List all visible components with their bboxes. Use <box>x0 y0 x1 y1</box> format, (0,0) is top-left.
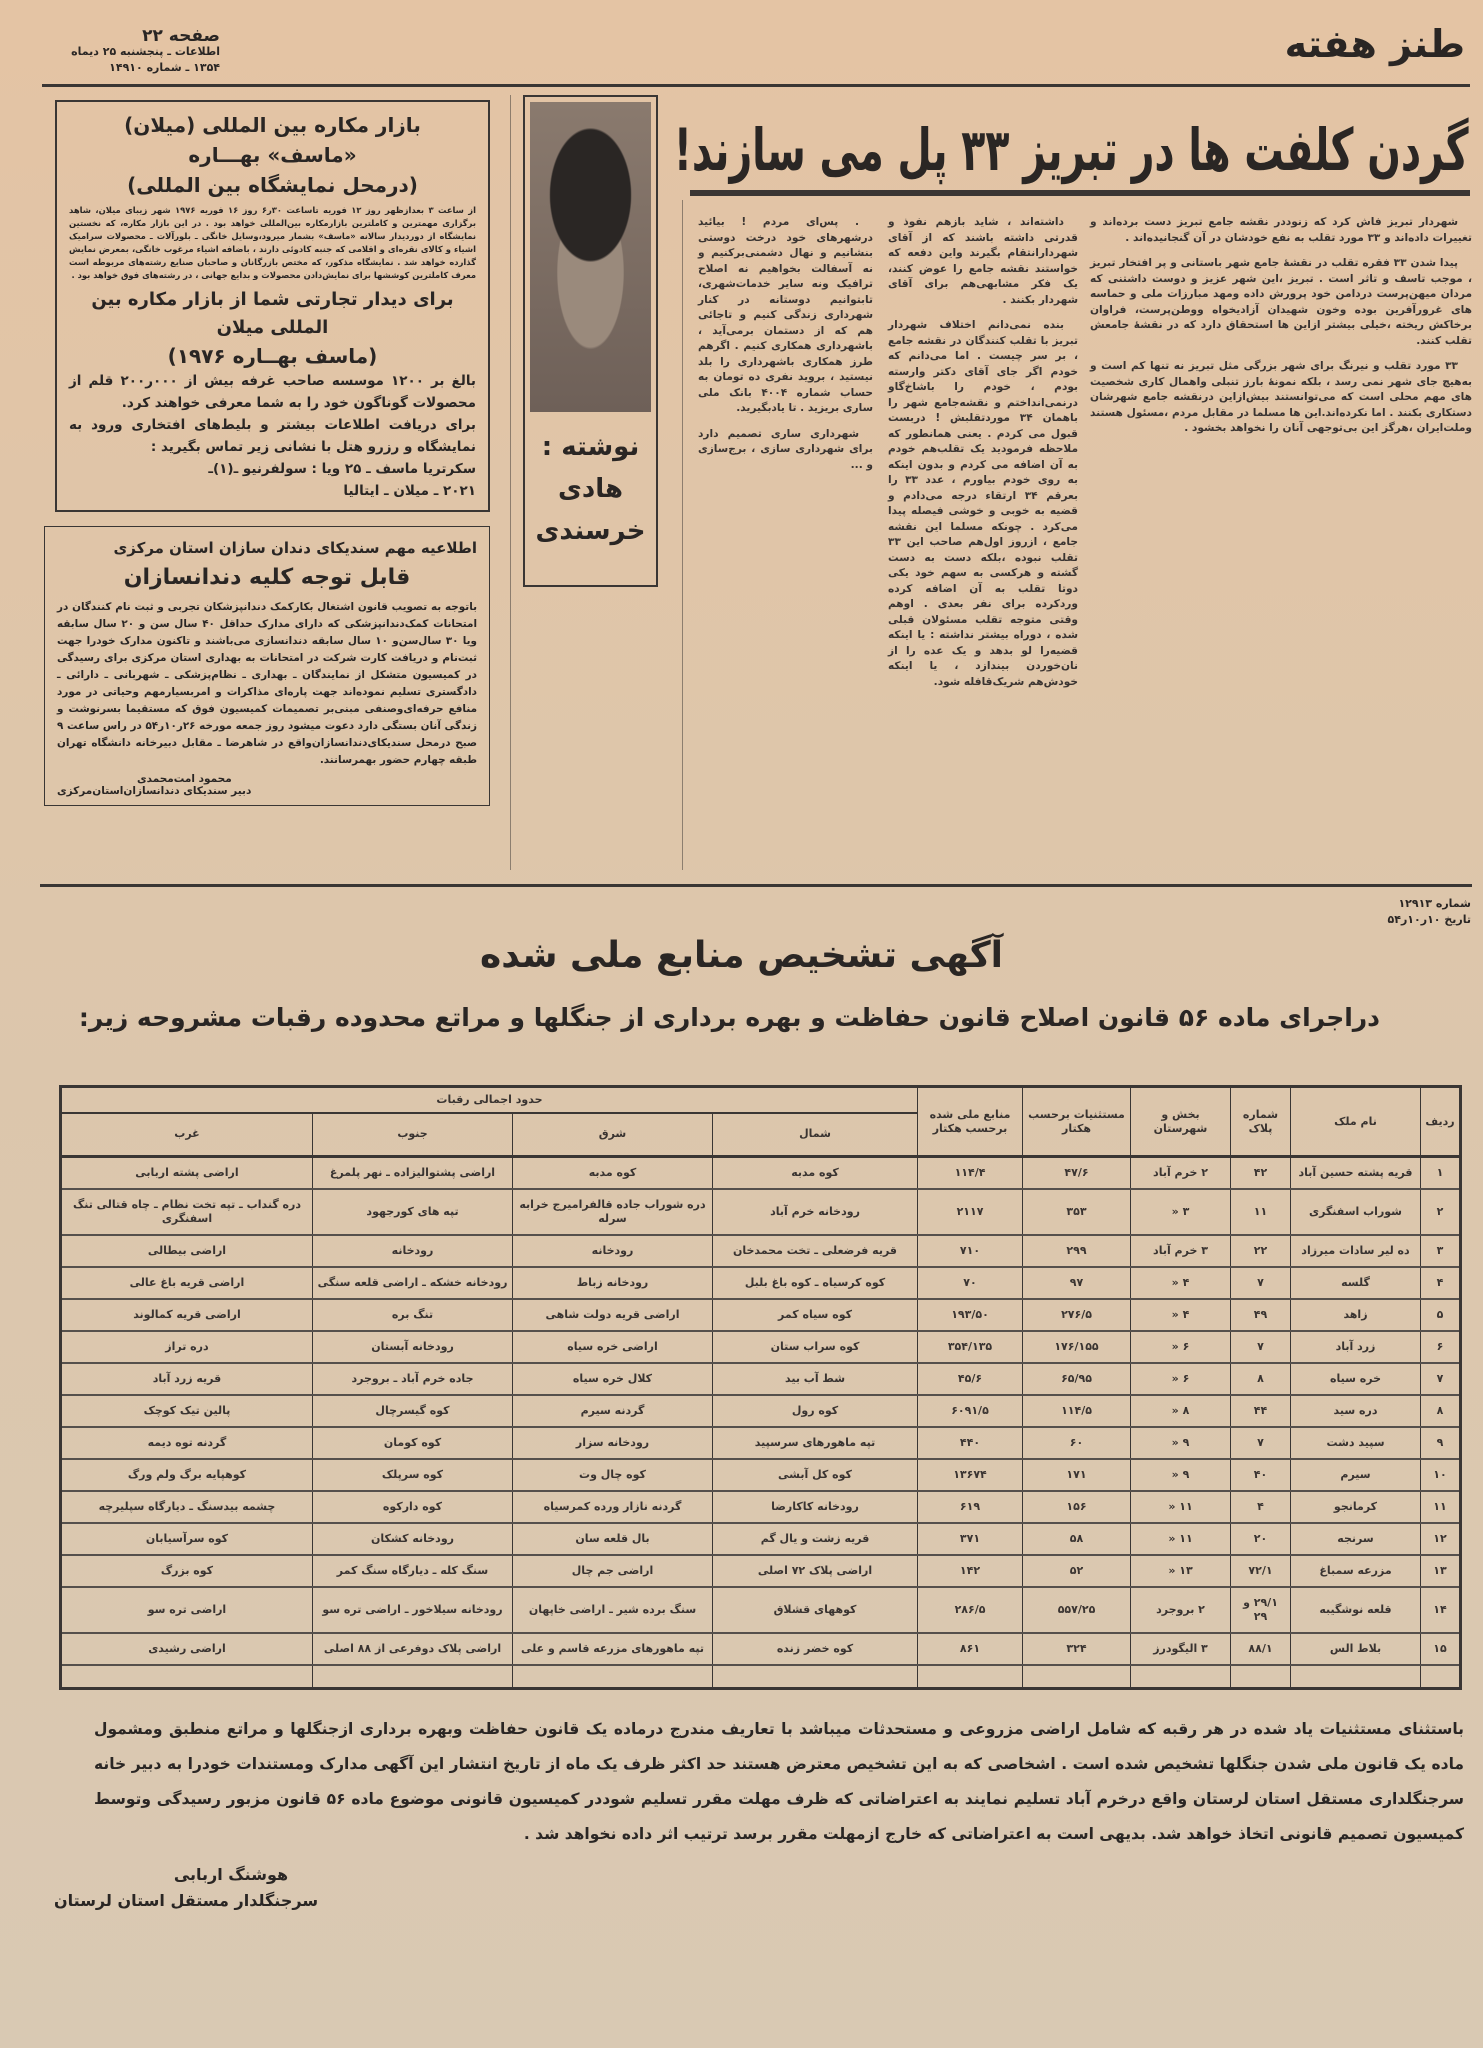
row-number: ۴ <box>1421 1267 1461 1299</box>
east-bound: رودخانه سزار <box>513 1427 713 1459</box>
paragraph: ۳۳ مورد تقلب و نیرنگ برای شهر بزرگی مثل تبریز نه تنها کم است و به‌هیچ جای شهر نمی رسد ، بلکه نمونهٔ بارز تنبلی واهمال کاری شخصیت های مهم محلی است که می‌توانستند بیش‌ازاین درنقشه جامع شهرشان دستکاری بکنند . اما نکرده‌اند.این ها مسلما در مقابل مردم ،مسئول هستند وملت‌ایران ،هرگز این بی‌توجهی آنان را نخواهد بخشود . <box>1090 360 1472 434</box>
exceptions-ha: ۱۵۶ <box>1023 1491 1131 1523</box>
table-row <box>60 1299 1460 1331</box>
east-bound: گردنه نازار ورده کمرسیاه <box>513 1491 713 1523</box>
west-bound: چشمه بیدسنگ ـ دیارگاه سپلیرچه <box>60 1491 312 1523</box>
property-name: شوراب اسفنگری <box>1291 1189 1421 1235</box>
south-bound: سنگ کله ـ دیارگاه سنگ کمر <box>313 1555 513 1587</box>
south-bound: جاده خرم آباد ـ بروجرد <box>313 1363 513 1395</box>
notice-title: قابل توجه کلیه دندانسازان <box>123 565 411 590</box>
national-ha: ۴۴۰ <box>918 1427 1023 1459</box>
north-bound: قریه زشت و یال گم <box>713 1523 918 1555</box>
ad-body: از ساعت ۳ بعدازظهر روز ۱۲ فوریه تاساعت ۳۰ر۶ روز ۱۶ فوریه ۱۹۷۶ شهر زیبای میلان، شاهد برگزاری مهمترین و کاملترین بازارمکاره بین‌المللی خواهد بود . در این بازار مکاره، که نخستین نمایشگاه از دوردیدار سالانه «ماسف» بشمار میرود،وسایل خانگی ـ بلورآلات ـ محصولات سرامیک اشیاء و کالای نقره‌ای و اقلامی که جنبه کادوئی دارند ، باضافه اشیاء مرغوب خانگی، بمعرض نمایش گذارده خواهد شد . نمایشگاه مذکور، که مختص بازرگانان و صاحبان صنایع رشته‌های مربوطه است معرف کاملترین کوششها برای نمایش‌دادن محصولات و بدایع جهانی ، در رشته‌های فوق خواهد بود . <box>69 205 476 280</box>
plot-number: ۴ <box>1231 1491 1291 1523</box>
national-ha: ۸۶۱ <box>918 1633 1023 1665</box>
plot-number: ۸ <box>1231 1363 1291 1395</box>
national-ha: ۱۴۲ <box>918 1555 1023 1587</box>
empty-cell <box>1421 1665 1461 1689</box>
paragraph: . پس‌ای مردم ! بیائید درشهرهای خود درخت دوستی بنشانیم و نهال دشمنی‌برکنیم و نه آسفالت بخواهیم نه اصلاح ترافیک ونه سایر خدمات‌شهری، تابتوانیم دوستانه در کنار شهرداری زندگی کنیم و تاجائی هم که از دستمان برمی‌آید ، باشهرداری همکاری کنیم . اگرهم طرز همکاری باشهرداری را بلد نیستید ، بروید نفری ده تومان به حساب شماره ۴۰۰۴ بانک ملی ساری بریزید . تا یادبگیرید. <box>698 216 873 414</box>
row-number: ۱۴ <box>1421 1587 1461 1633</box>
section-rule <box>40 884 1472 887</box>
dental-syndicate-notice <box>44 526 490 806</box>
exceptions-ha: ۲۷۶/۵ <box>1023 1299 1131 1331</box>
headline-rule <box>690 190 1470 196</box>
east-bound: اراضی قریه دولت شاهی <box>513 1299 713 1331</box>
south-bound: رودخانه سیلاخور ـ اراضی تره سو <box>313 1587 513 1633</box>
page-info <box>40 28 220 76</box>
property-name: ده لیر سادات میرزاد <box>1291 1235 1421 1267</box>
plot-number: ۲۲ <box>1231 1235 1291 1267</box>
south-bound: کوه کومان <box>313 1427 513 1459</box>
west-bound: اراضی قریه کمالوند <box>60 1299 312 1331</box>
table-body <box>60 1157 1460 1689</box>
row-number: ۲ <box>1421 1189 1461 1235</box>
exceptions-ha: ۵۸ <box>1023 1523 1131 1555</box>
national-ha: ۳۵۴/۱۳۵ <box>918 1331 1023 1363</box>
article-column-1 <box>1090 215 1472 447</box>
north-bound: رودخانه خرم آباد <box>713 1189 918 1235</box>
district: ۶ « <box>1131 1363 1231 1395</box>
plot-number: ۷ <box>1231 1267 1291 1299</box>
article-column-2 <box>888 215 1078 700</box>
headline-area <box>674 112 1469 188</box>
east-bound: سنگ برده شیر ـ اراضی خاپهان <box>513 1587 713 1633</box>
row-number: ۳ <box>1421 1235 1461 1267</box>
district: ۱۳ « <box>1131 1555 1231 1587</box>
table-row <box>60 1235 1460 1267</box>
south-bound: کوه دارکوه <box>313 1491 513 1523</box>
properties-table <box>59 1085 1462 1690</box>
north-bound: کوه کرسیاه ـ کوه باغ بلبل <box>713 1267 918 1299</box>
east-bound: اراضی خره سیاه <box>513 1331 713 1363</box>
ad-body: برای دریافت اطلاعات بیشتر و بلیط‌های افتخاری ورود به نمایشگاه و رزرو هتل با نشانی زیر تماس بگیرید : <box>69 417 476 455</box>
west-bound: کوه سرآسیابان <box>60 1523 312 1555</box>
empty-cell <box>1291 1665 1421 1689</box>
row-number: ۶ <box>1421 1331 1461 1363</box>
milan-fair-ad <box>55 100 490 512</box>
byline <box>530 426 651 552</box>
column-divider <box>510 95 511 870</box>
issue-line: ۱۳۵۴ ـ شماره ۱۴۹۱۰ <box>109 61 220 74</box>
plot-number: ۸۸/۱ <box>1231 1633 1291 1665</box>
header-row-number: ردیف <box>1421 1087 1461 1157</box>
property-name: زاهد <box>1291 1299 1421 1331</box>
table-row <box>60 1331 1460 1363</box>
header-district: بخش و شهرستان <box>1131 1087 1231 1157</box>
paragraph: پیدا شدن ۳۳ فقره تقلب در نقشهٔ جامع شهر باستانی و پر افتخار تبریز ، موجب تاسف و تاثر است . تبریز ،این شهر عزیز و دوست داشتنی که مردان میهن‌پرست دردامن خود پرورش داده ومهد مبارزات ملی و حماسه های غرور‌آفرین بوده وخون شهیدان آزادیخواه ووطن‌پرست، فراوان برخاکش ریخته ،خیلی بیشتر ازاین ها استحقاق دارد که در نقشهٔ جامعش تقلب کنند. <box>1090 257 1472 347</box>
north-bound: کوه سراب ستان <box>713 1331 918 1363</box>
national-ha: ۱۳۶۷۴ <box>918 1459 1023 1491</box>
east-bound: دره شوراب جاده قالفرامیرج خرابه سرله <box>513 1189 713 1235</box>
table-row <box>60 1363 1460 1395</box>
row-number: ۹ <box>1421 1427 1461 1459</box>
author-name: هادی خرسندی <box>535 474 646 546</box>
byline-label: نوشته : <box>541 432 640 462</box>
north-bound: تپه ماهورهای سرسپید <box>713 1427 918 1459</box>
ad-title: «ماسف» بهـــاره <box>188 143 357 167</box>
district: ۳ « <box>1131 1189 1231 1235</box>
page-number: صفحه ۲۲ <box>142 26 220 46</box>
district: ۲ بروجرد <box>1131 1587 1231 1633</box>
property-name: بلاط الس <box>1291 1633 1421 1665</box>
plot-number: ۷۲/۱ <box>1231 1555 1291 1587</box>
south-bound: تپه های کورجهود <box>313 1189 513 1235</box>
south-bound: رودخانه <box>313 1235 513 1267</box>
property-name: سیرم <box>1291 1459 1421 1491</box>
west-bound: دره گنداب ـ تپه تخت نظام ـ چاه قتالی تنگ اسفنگری <box>60 1189 312 1235</box>
national-ha: ۶۰۹۱/۵ <box>918 1395 1023 1427</box>
south-bound: تنگ بره <box>313 1299 513 1331</box>
table-row <box>60 1427 1460 1459</box>
district: ۳ خرم آباد <box>1131 1235 1231 1267</box>
east-bound: رودخانه <box>513 1235 713 1267</box>
top-rule <box>42 84 1470 87</box>
table-row <box>60 1267 1460 1299</box>
plot-number: ۲۰ <box>1231 1523 1291 1555</box>
header-exceptions: مستثنیات برحسب هکتار <box>1023 1087 1131 1157</box>
national-ha: ۷۱۰ <box>918 1235 1023 1267</box>
empty-cell <box>513 1665 713 1689</box>
section-title: طنز هفته <box>1284 22 1465 66</box>
north-bound: کوه خضر زنده <box>713 1633 918 1665</box>
north-bound: قریه فرضعلی ـ تخت محمدخان <box>713 1235 918 1267</box>
exceptions-ha: ۴۷/۶ <box>1023 1157 1131 1189</box>
district: ۱۱ « <box>1131 1523 1231 1555</box>
ad-address: ۲۰۲۱ ـ میلان ـ ایتالیا <box>343 483 476 499</box>
west-bound: کوهپایه برگ ولم ورگ <box>60 1459 312 1491</box>
national-ha: ۱۹۳/۵۰ <box>918 1299 1023 1331</box>
north-bound: کوههای قشلاق <box>713 1587 918 1633</box>
north-bound: کوه سیاه کمر <box>713 1299 918 1331</box>
district: ۸ « <box>1131 1395 1231 1427</box>
national-ha: ۳۷۱ <box>918 1523 1023 1555</box>
empty-cell <box>1231 1665 1291 1689</box>
header-national: منابع ملی شده برحسب هکتار <box>918 1087 1023 1157</box>
table-row <box>60 1395 1460 1427</box>
district: ۴ « <box>1131 1267 1231 1299</box>
plot-number: ۴۲ <box>1231 1157 1291 1189</box>
row-number: ۷ <box>1421 1363 1461 1395</box>
header-west: غرب <box>60 1113 312 1157</box>
column-divider <box>682 200 683 870</box>
exceptions-ha: ۶۰ <box>1023 1427 1131 1459</box>
east-bound: رودخانه زباط <box>513 1267 713 1299</box>
north-bound: شط آب بید <box>713 1363 918 1395</box>
empty-cell <box>313 1665 513 1689</box>
property-name: خره سیاه <box>1291 1363 1421 1395</box>
east-bound: تپه ماهورهای مزرعه قاسم و علی <box>513 1633 713 1665</box>
exceptions-ha: ۵۵۷/۲۵ <box>1023 1587 1131 1633</box>
west-bound: اراضی تره سو <box>60 1587 312 1633</box>
south-bound: اراضی پلاک دوفرعی از ۸۸ اصلی <box>313 1633 513 1665</box>
table-row <box>60 1555 1460 1587</box>
notice-title: اطلاعیه مهم سندیکای دندان سازان استان مرکزی <box>113 539 477 557</box>
north-bound: رودخانه کاکارضا <box>713 1491 918 1523</box>
header-south: جنوب <box>313 1113 513 1157</box>
notice-body: باستثنای مستثنیات یاد شده در هر رقبه که شامل اراضی مزروعی و مستحدثات میباشد با تعاریف مندرج درماده یک قانون حفاظت وبهره برداری ازجنگلها و مراتع منطبق ومشمول ماده یک قانون ملی شدن جنگلها تشخیص شده است . اشخاصی که به این تشخیص معترض هستند حد اکثر ظرف یک ماه از تاریخ انتشار این آگهی مدارک ومستندات خودرا به دبیر خانه سرجنگلداری مستقل استان لرستان واقع درخرم آباد تسلیم نمایند به اعتراضاتی که ظرف مهلت مقرر تسلیم شوددر کمیسیون قانونی موضوع ماده ۵۶ قانون مزبور رسیدگی وتوسط کمیسیون تصمیم قانونی اتخاذ خواهد شد. بدیهی است به اعتراضاتی که خارج ازمهلت مقرر برسد ترتیب اثر داده نخواهد شد . <box>94 1720 1464 1843</box>
signer-name: محمود امت‌محمدی <box>137 773 232 785</box>
ad-body: بالغ بر ۱۲۰۰ موسسه صاحب غرفه بیش از ۰۰۰ر۲۰۰ قلم از محصولات گوناگون خود را به شما معرفی خواهند کرد. <box>69 373 476 411</box>
property-name: قریه پشته حسین آباد <box>1291 1157 1421 1189</box>
header-name: نام ملک <box>1291 1087 1421 1157</box>
empty-cell <box>60 1665 312 1689</box>
national-ha: ۲۱۱۷ <box>918 1189 1023 1235</box>
exceptions-ha: ۵۲ <box>1023 1555 1131 1587</box>
national-ha: ۴۵/۶ <box>918 1363 1023 1395</box>
notice-subtitle: دراجرای ماده ۵۶ قانون اصلاح قانون حفاظت و بهره برداری از جنگلها و مراتع محدوده رقبات مشروحه زیر: <box>78 1003 1380 1032</box>
district: ۲ خرم آباد <box>1131 1157 1231 1189</box>
west-bound: اراضی پشته اربابی <box>60 1157 312 1189</box>
row-number: ۱ <box>1421 1157 1461 1189</box>
north-bound: اراضی پلاک ۷۲ اصلی <box>713 1555 918 1587</box>
plot-number: ۴۰ <box>1231 1459 1291 1491</box>
national-ha: ۷۰ <box>918 1267 1023 1299</box>
district: ۹ « <box>1131 1459 1231 1491</box>
west-bound: گردنه توه دیمه <box>60 1427 312 1459</box>
property-name: گلسه <box>1291 1267 1421 1299</box>
east-bound: بال قلعه سان <box>513 1523 713 1555</box>
header-north: شمال <box>713 1113 918 1157</box>
district: ۳ الیگودرز <box>1131 1633 1231 1665</box>
property-name: سرنجه <box>1291 1523 1421 1555</box>
header-plot: شماره پلاک <box>1231 1087 1291 1157</box>
signer-name: هوشنگ اربابی <box>173 1865 289 1884</box>
paragraph: شهرداری ساری تصمیم دارد برای شهرداری سازی ، برج‌سازی و ... <box>698 427 873 471</box>
header-bounds: حدود اجمالی رقبات <box>60 1087 917 1113</box>
date-line: اطلاعات ـ پنجشنبه ۲۵ دیماه <box>71 45 220 58</box>
south-bound: کوه سرپلک <box>313 1459 513 1491</box>
notice-body: باتوجه به تصویب قانون اشتغال بکارکمک دندانپزشکان تجربی و ثبت نام کنندگان در امتحانات کمک‌دندانپزشکی که دارای مدارک حداقل ۴۰ سال سن و ۲۰ سال سابقه ویا ۳۰ سال‌سن‌و ۱۰ سال سابقه دندانسازی می‌باشند و تاکنون مدارک خودرا جهت ثبت‌نام و دریافت کارت شرکت در امتحانات به بهداری استان مرکزی برای رسیدگی در کمیسیون متشکل از نمایندگان ـ بهداری ـ نظام‌پزشکی ـ شهربانی ـ دارائی ـ دادگستری تسلیم نموده‌اند جهت پاره‌ای مذاکرات و امربسیارمهم وحیاتی در مورد منافع حرفه‌ای‌وصنفی مبنی‌بر تصمیمات کمیسیون فوق که مستقیما بسرنوشت و زندگی آنان بستگی دارد دعوت میشود روز جمعه مورخه ۲۶ر۱۰ر۵۴ در راس ساعت ۹ صبح درمحل سندیکای‌دندانسازان‌واقع در شاهرضا ـ مقابل دبیرخانه دانشگاه تهران طبقه چهارم حضور بهمرسانند. <box>57 601 478 766</box>
national-ha: ۲۸۶/۵ <box>918 1587 1023 1633</box>
table-row <box>60 1587 1460 1633</box>
plot-number: ۴۴ <box>1231 1395 1291 1427</box>
south-bound: کوه گیسرچال <box>313 1395 513 1427</box>
article-column-3 <box>698 215 873 483</box>
signer-title: دبیر سندیکای دندانسازان‌استان‌مرکزی <box>57 785 252 797</box>
north-bound: کوه مدبه <box>713 1157 918 1189</box>
south-bound: رودخانه خشکه ـ اراضی قلعه سنگی <box>313 1267 513 1299</box>
author-photo-box <box>523 95 658 587</box>
row-number: ۱۳ <box>1421 1555 1461 1587</box>
paragraph: بنده نمی‌دانم اختلاف شهردار تبریز با تقلب کنندگان در نقشه جامع ، بر سر چیست . اما می‌دانم که خودم اگر جای آقای دکتر وارسته بودم ، خودم را باشاخ‌گاو درنمی‌انداختم و نقشه‌جامع شهر را باهمان ۳۴ موردتقلبش ! دربست قبول می کردم . یعنی همانطور که ملاحظه فرمودید یک تقلب‌هم خودم به آن اضافه می کردم و بدون اینکه به روی خودم بیاورم ، عدد ۳۳ را بعرقم ۳۴ ارتقاء درجه می‌دادم و قضیه به خوبی و خوشی فیصله پیدا می‌کرد . چونکه مسلما این نقشه جامع ، ازروز اول‌هم صاحب این ۳۳ تقلب نبوده ،بلکه دست به دست گشته و هرکسی به سهم خود یکی دوتا تقلب به آن اضافه کرده وردکرده برای نفر بعدی . اوهم وقتی متوجه تقلب مسئولان قبلی شده ، دوراه بیشتر نداشته : یا اینکه قضیه‌را لو بدهد و یک عده را از نان‌خوردن بیندازد ، یا اینکه خودش‌هم شریک‌قافله شود. <box>888 319 1078 688</box>
row-number: ۱۵ <box>1421 1633 1461 1665</box>
property-name: زرد آباد <box>1291 1331 1421 1363</box>
table-row <box>60 1157 1460 1189</box>
plot-number: ۴۹ <box>1231 1299 1291 1331</box>
table-row <box>60 1459 1460 1491</box>
district: ۶ « <box>1131 1331 1231 1363</box>
ad-address: سکرتریا ماسف ـ ۲۵ ویا : سولفرنیو ـ(۱)ـ <box>208 461 476 477</box>
row-number: ۸ <box>1421 1395 1461 1427</box>
plot-number: ۷ <box>1231 1331 1291 1363</box>
south-bound: رودخانه آبستان <box>313 1331 513 1363</box>
exceptions-ha: ۱۷۶/۱۵۵ <box>1023 1331 1131 1363</box>
empty-cell <box>918 1665 1023 1689</box>
left-ads-column <box>44 100 490 806</box>
west-bound: اراضی قریه باغ عالی <box>60 1267 312 1299</box>
south-bound: اراضی پشتوالیزاده ـ نهر پلمرغ <box>313 1157 513 1189</box>
district: ۱۱ « <box>1131 1491 1231 1523</box>
west-bound: قریه زرد آباد <box>60 1363 312 1395</box>
table-row <box>60 1491 1460 1523</box>
exceptions-ha: ۹۷ <box>1023 1267 1131 1299</box>
notice-lower-section <box>54 1085 1464 1914</box>
notice-signature <box>54 1862 318 1914</box>
signature-area <box>54 1862 1462 1914</box>
south-bound: رودخانه کشکان <box>313 1523 513 1555</box>
ad-title: (درمحل نمایشگاه بین المللی) <box>127 173 418 197</box>
row-number: ۱۱ <box>1421 1491 1461 1523</box>
ref-number: شماره ۱۲۹۱۳ <box>1398 897 1471 910</box>
west-bound: اراضی رشیدی <box>60 1633 312 1665</box>
table-row <box>60 1633 1460 1665</box>
plot-number: ۱۱ <box>1231 1189 1291 1235</box>
empty-cell <box>713 1665 918 1689</box>
east-bound: اراضی جم چال <box>513 1555 713 1587</box>
signer-title: سرجنگلدار مستقل استان لرستان <box>54 1891 319 1910</box>
header-east: شرق <box>513 1113 713 1157</box>
east-bound: کوه چال وت <box>513 1459 713 1491</box>
exceptions-ha: ۶۵/۹۵ <box>1023 1363 1131 1395</box>
west-bound: پالین تیک کوچک <box>60 1395 312 1427</box>
exceptions-ha: ۱۷۱ <box>1023 1459 1131 1491</box>
exceptions-ha: ۱۱۴/۵ <box>1023 1395 1131 1427</box>
ad-title: بازار مکاره بین المللی (میلان) <box>124 113 421 137</box>
ad-title: (ماسف بهــاره ۱۹۷۶) <box>167 344 378 368</box>
national-ha: ۱۱۴/۴ <box>918 1157 1023 1189</box>
property-name: دره سید <box>1291 1395 1421 1427</box>
row-number: ۱۰ <box>1421 1459 1461 1491</box>
district: ۹ « <box>1131 1427 1231 1459</box>
national-ha: ۶۱۹ <box>918 1491 1023 1523</box>
paragraph: داشته‌اند ، شاید بازهم نفوذ و قدرتی داشته باشند که از آقای شهردارانتقام بگیرند واین دفعه که خواستند نقشه جامع را عوض کنند، یک فکر مشابهی‌هم برای آقای شهردار بکنند . <box>888 216 1078 306</box>
paragraph: شهردار تبریز فاش کرد که زنوددر نقشه جامع تبریز دست برده‌اند و تغییرات داده‌اند و ۳۳ مورد تقلب به نفع خودشان در آن گنجانیده‌اند . <box>1090 216 1472 244</box>
district: ۴ « <box>1131 1299 1231 1331</box>
property-name: سپید دشت <box>1291 1427 1421 1459</box>
plot-number: ۲۹/۱ و ۲۹ <box>1231 1587 1291 1633</box>
ref-date: تاریخ ۱۰ر۱۰ر۵۴ <box>1387 913 1471 926</box>
row-number: ۱۲ <box>1421 1523 1461 1555</box>
exceptions-ha: ۳۵۳ <box>1023 1189 1131 1235</box>
north-bound: کوه کل آبشی <box>713 1459 918 1491</box>
plot-number: ۷ <box>1231 1427 1291 1459</box>
north-bound: کوه رول <box>713 1395 918 1427</box>
exceptions-ha: ۲۹۹ <box>1023 1235 1131 1267</box>
notice-title: آگهی تشخیص منابع ملی شده <box>480 935 1003 976</box>
table-row-empty <box>60 1665 1460 1689</box>
empty-cell <box>1131 1665 1231 1689</box>
ad-title: برای دیدار تجارتی شما از بازار مکاره بین المللی میلان <box>91 289 454 338</box>
east-bound: گردنه سیرم <box>513 1395 713 1427</box>
west-bound: کوه بزرگ <box>60 1555 312 1587</box>
east-bound: کلال خره سیاه <box>513 1363 713 1395</box>
article-headline: گردن کلفت ها در تبریز ۳۳ پل می سازند! <box>674 116 1469 184</box>
property-name: مزرعه سمباغ <box>1291 1555 1421 1587</box>
author-photo <box>530 102 651 412</box>
east-bound: کوه مدبه <box>513 1157 713 1189</box>
west-bound: اراضی بیطالی <box>60 1235 312 1267</box>
table-row <box>60 1189 1460 1235</box>
row-number: ۵ <box>1421 1299 1461 1331</box>
west-bound: دره تراز <box>60 1331 312 1363</box>
notice-reference <box>1388 896 1471 928</box>
empty-cell <box>1023 1665 1131 1689</box>
property-name: کرمانجو <box>1291 1491 1421 1523</box>
exceptions-ha: ۳۲۴ <box>1023 1633 1131 1665</box>
table-row <box>60 1523 1460 1555</box>
property-name: قلعه نوشگیبه <box>1291 1587 1421 1633</box>
